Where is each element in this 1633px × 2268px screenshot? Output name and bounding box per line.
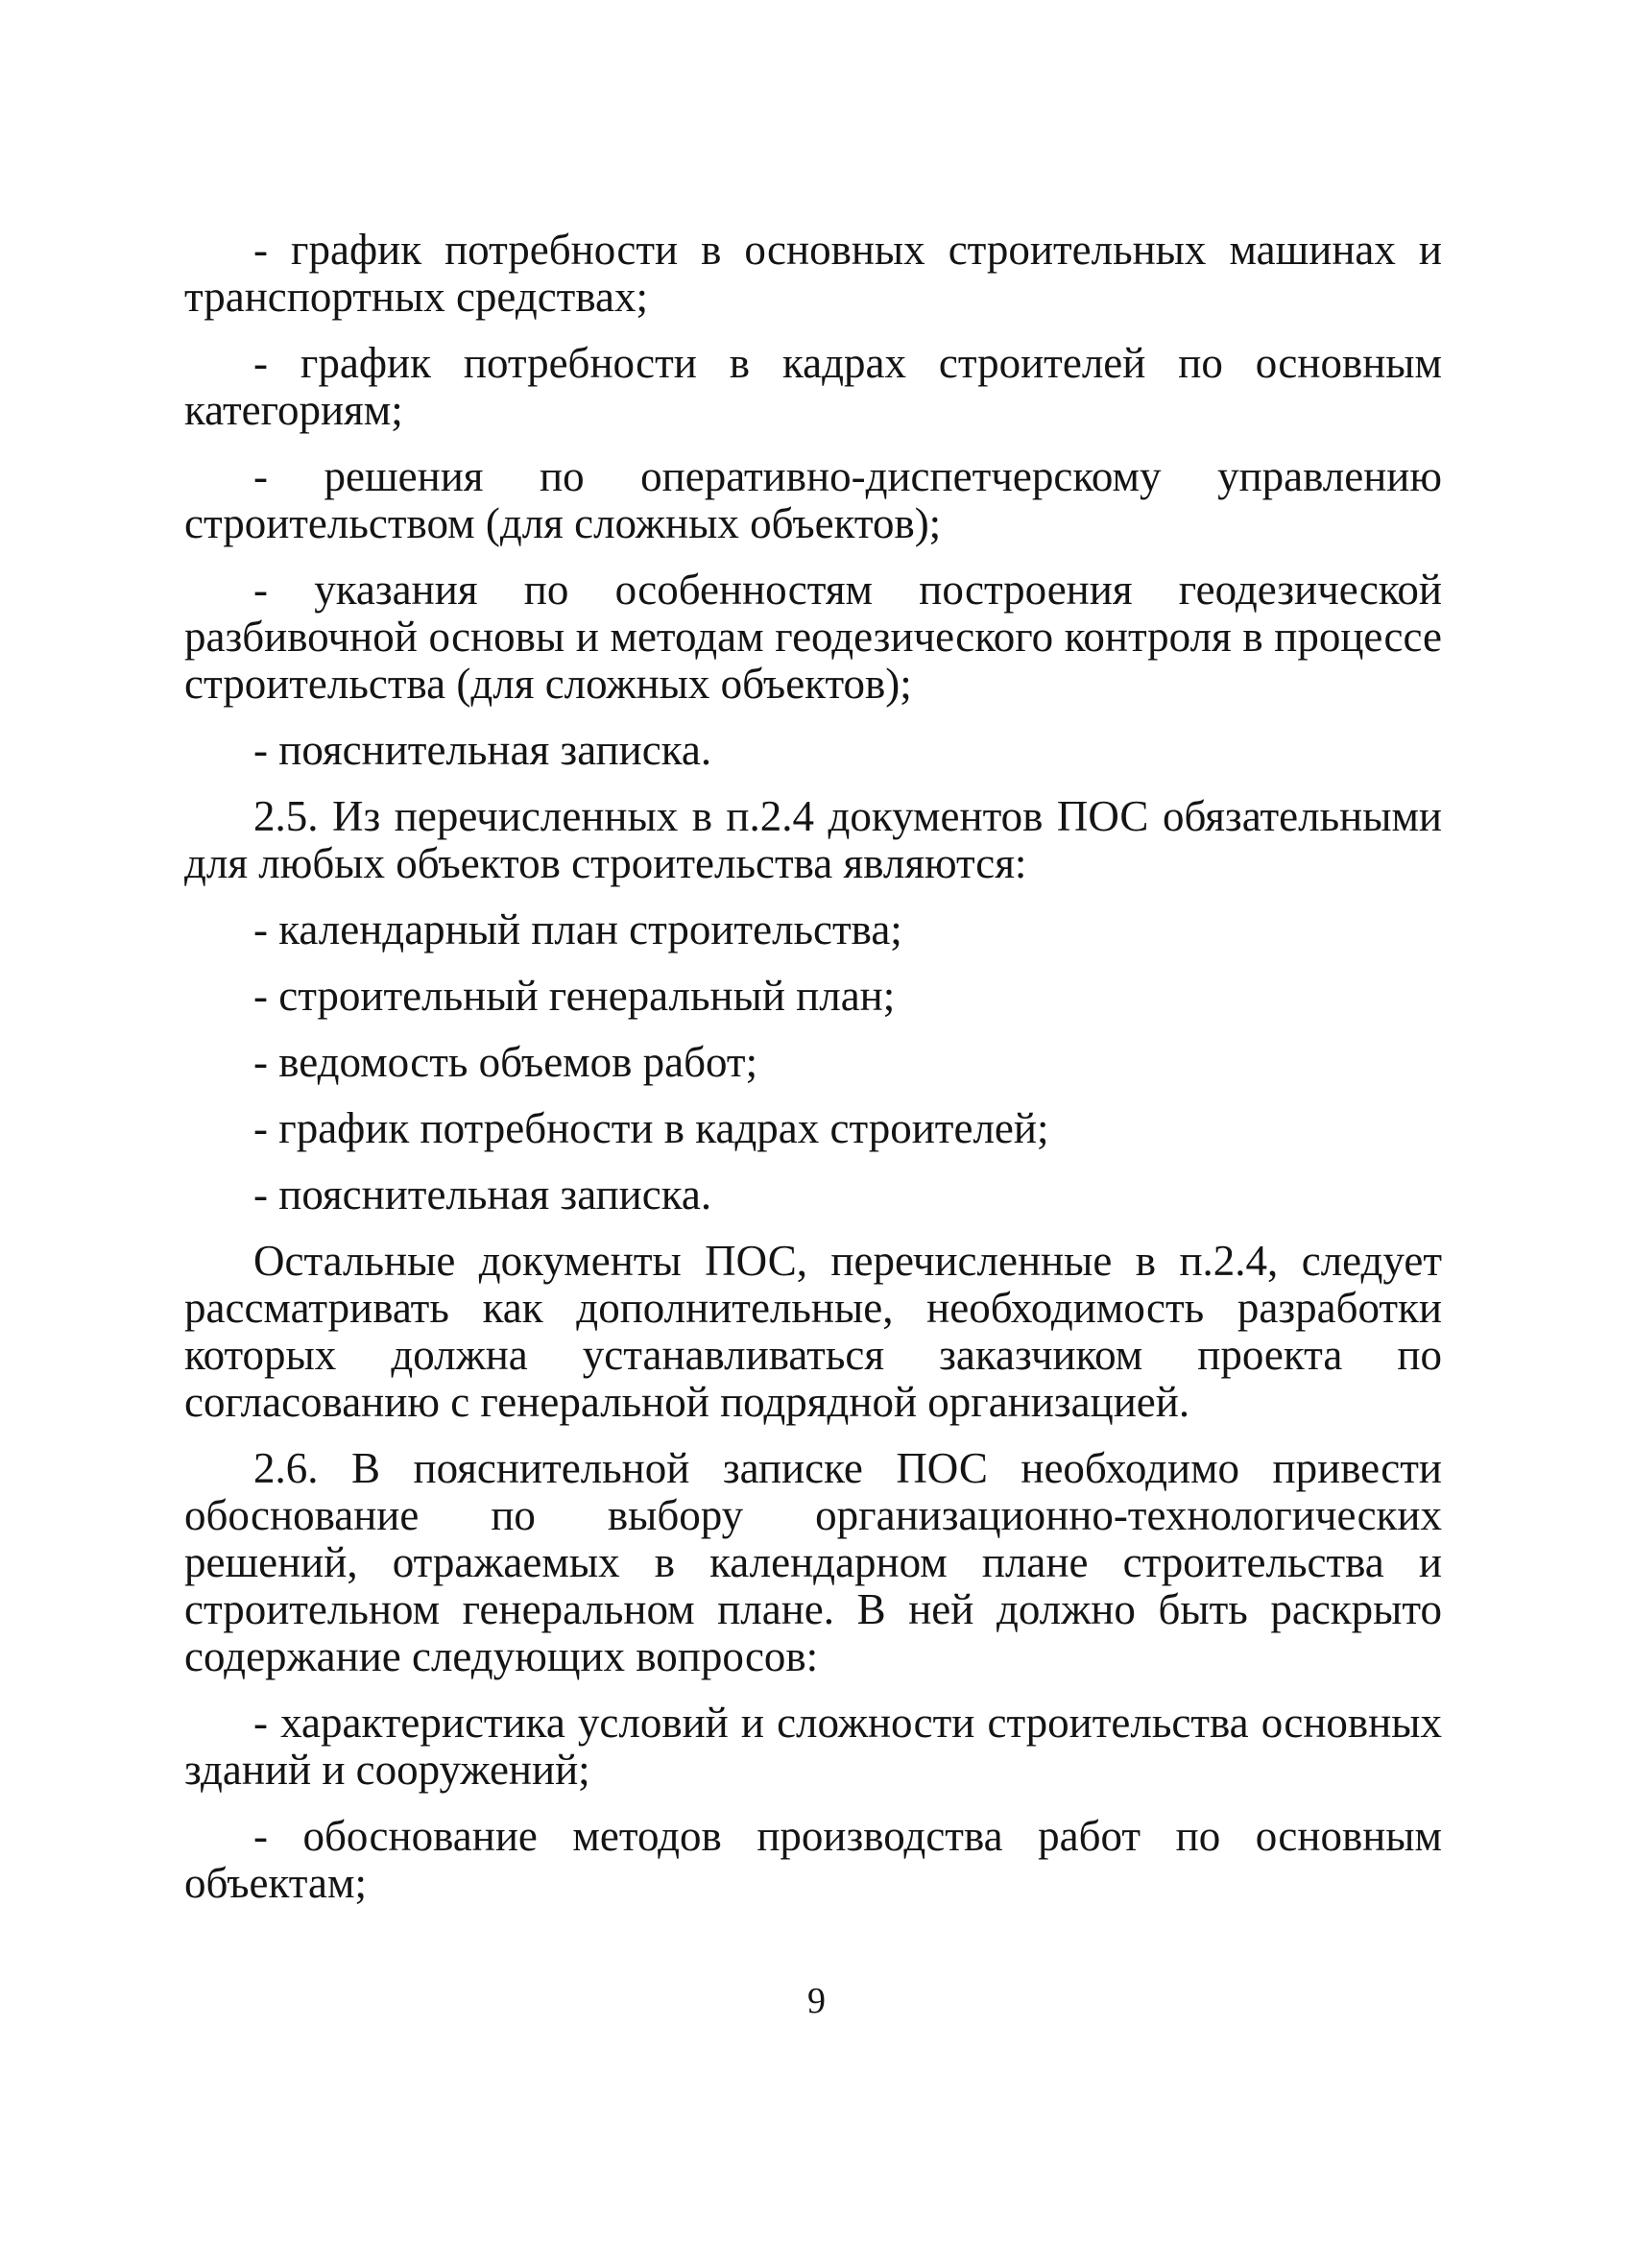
list-item-personnel-needs: - график потребности в кадрах строителей; [253, 1104, 1049, 1152]
list-item-conditions: - характеристика условий и сложности строительства основных зданий и сооружений; [184, 1699, 1442, 1794]
list-item-geodetic-instructions: - указания по особенностям построения геодезической разбивочной основы и методам геодезического контроля в процессе строительства (для сложных объектов); [184, 566, 1442, 708]
page-number: 9 [807, 1981, 826, 2021]
additional-documents-paragraph: Остальные документы ПОС, перечисленные в п.2.4, следует рассматривать как дополнительные, необходимость разработки которых должна устанавливаться заказчиком проекта по согласованию с генеральной подрядной организацией. [184, 1237, 1442, 1426]
list-item-explanatory-note: - пояснительная записка. [253, 726, 712, 774]
list-item-calendar-plan: - календарный план строительства; [253, 905, 902, 953]
section-2-6-paragraph: 2.6. В пояснительной записке ПОС необходимо привести обоснование по выбору организационно-технологических решений, отражаемых в календарном плане строительства и строительном генеральном плане. В ней должно быть раскрыто содержание следующих вопросов: [184, 1444, 1442, 1680]
list-item-work-methods: - обоснование методов производства работ по основным объектам; [184, 1812, 1442, 1907]
list-item-dispatch-control: - решения по оперативно-диспетчерскому управлению строительством (для сложных объектов); [184, 452, 1442, 547]
section-2-5-paragraph: 2.5. Из перечисленных в п.2.4 документов ПОС обязательными для любых объектов строительства являются: [184, 792, 1442, 887]
list-item-explanatory-note-2: - пояснительная записка. [253, 1170, 712, 1218]
document-body [184, 227, 1442, 1926]
list-item-general-plan: - строительный генеральный план; [253, 972, 896, 1020]
list-item-machines-schedule: - график потребности в основных строительных машинах и транспортных средствах; [184, 226, 1442, 321]
list-item-work-volumes: - ведомость объемов работ; [253, 1038, 758, 1086]
list-item-personnel-schedule: - график потребности в кадрах строителей по основным категориям; [184, 339, 1442, 434]
